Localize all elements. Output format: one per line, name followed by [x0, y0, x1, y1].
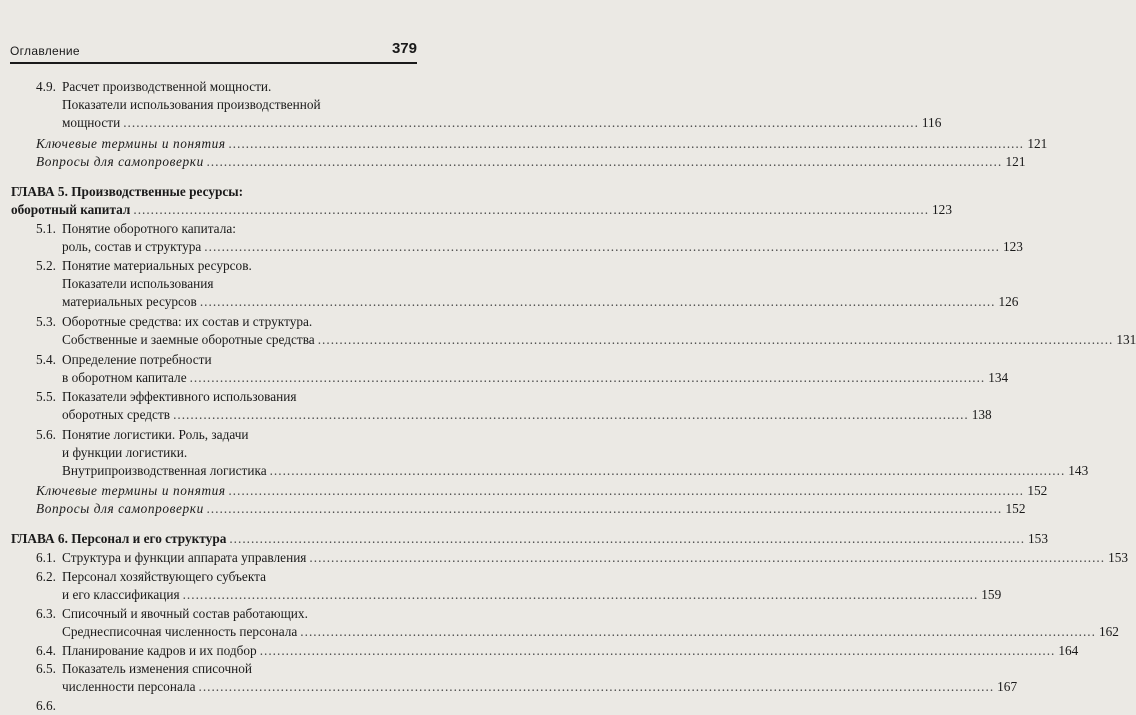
section-number: 6.1.: [36, 550, 56, 565]
chapter-heading-leader: [11, 530, 1048, 548]
header-rule: [10, 62, 417, 64]
leader-dots: [260, 642, 1056, 660]
toc-page-ref: 167: [997, 679, 1018, 694]
toc-entry-leader: [62, 369, 1009, 387]
chapter-heading-leader: [11, 201, 952, 219]
toc-entry-line: Понятие материальных ресурсов.: [62, 258, 252, 273]
toc-entry-title: Ключевые термины и понятия: [36, 483, 226, 498]
toc-page-ref: 152: [1005, 501, 1026, 516]
page-number: 379: [391, 40, 417, 57]
toc-entry-title: Ключевые термины и понятия: [36, 136, 226, 151]
section-number: 6.3.: [36, 606, 56, 621]
toc-entry-line: Персонал хозяйствующего субъекта: [62, 569, 266, 584]
toc-entry-line: Понятие оборотного капитала:: [62, 221, 236, 236]
running-header: [10, 42, 417, 64]
toc-entry-line: Расчет производственной мощности.: [62, 79, 272, 94]
toc-page-ref: 143: [1068, 463, 1089, 478]
toc-page-ref: 121: [1005, 154, 1026, 169]
toc-entry-line: Планирование кадров и их подбор: [62, 643, 257, 658]
toc-entry-line: оборотных средств: [62, 407, 171, 422]
toc-page-ref: 159: [981, 587, 1002, 602]
toc-entry-line: Списочный и явочный состав работающих.: [62, 606, 308, 621]
toc-page-ref: 162: [1098, 624, 1119, 639]
toc-entry-leader: [62, 678, 1018, 696]
leader-dots: [229, 530, 1025, 548]
toc-entry-leader: [62, 114, 942, 132]
toc-page-ref: 121: [1027, 136, 1048, 151]
leader-dots: [199, 678, 995, 696]
toc-entry-questions: [36, 500, 1026, 518]
leader-dots: [300, 623, 1096, 641]
toc-entry-line: и его классификация: [62, 587, 180, 602]
leader-dots: [229, 135, 1025, 153]
toc-entry-line: численности персонала: [62, 679, 196, 694]
toc-entry-leader: [62, 623, 1119, 641]
leader-dots: [207, 500, 1003, 518]
toc-page-ref: 134: [988, 370, 1009, 385]
section-number: 5.1.: [36, 221, 56, 236]
section-number: 6.5.: [36, 661, 56, 676]
toc-page-ref: 116: [921, 115, 942, 130]
leader-dots: [229, 482, 1025, 500]
leader-dots: [190, 369, 986, 387]
leader-dots: [200, 293, 996, 311]
leader-dots: [204, 238, 1000, 256]
section-number: 6.4.: [36, 643, 56, 658]
section-number: 6.2.: [36, 569, 56, 584]
toc-entry-questions: [36, 153, 1026, 171]
section-number: 6.6.: [36, 698, 56, 713]
leader-dots: [133, 201, 929, 219]
toc-entry-line: Оборотные средства: их состав и структура.: [62, 314, 313, 329]
section-number: 5.2.: [36, 258, 56, 273]
toc-entry-title: Вопросы для самопроверки: [36, 501, 204, 516]
toc-entry-leader: [62, 642, 1079, 660]
toc-entry-line: мощности: [62, 115, 121, 130]
toc-entry-leader: [62, 586, 1002, 604]
toc-page-ref: 126: [998, 294, 1019, 309]
leader-dots: [173, 406, 969, 424]
toc-page-ref: 123: [1002, 239, 1023, 254]
toc-entry-leader: [62, 462, 1089, 480]
toc-entry-line: Показатель изменения списочной: [62, 661, 253, 676]
toc-entry-line: Собственные и заемные оборотные средства: [62, 332, 315, 347]
toc-entry-keyterms: [36, 135, 1048, 153]
toc-entry-leader: [62, 238, 1023, 256]
section-number: 5.6.: [36, 427, 56, 442]
section-number: 5.5.: [36, 389, 56, 404]
chapter-heading: ГЛАВА 5. Производственные ресурсы:: [11, 184, 244, 199]
toc-entry-line: в оборотном капитале: [62, 370, 187, 385]
toc-entry-leader: [62, 331, 1136, 349]
toc-page-ref: 123: [932, 202, 952, 217]
toc-entry-leader: [62, 293, 1019, 311]
toc-entry-leader: [62, 549, 1129, 567]
toc-entry-title: Вопросы для самопроверки: [36, 154, 204, 169]
leader-dots: [309, 549, 1105, 567]
leader-dots: [207, 153, 1003, 171]
leader-dots: [123, 114, 919, 132]
section-number: 4.9.: [36, 79, 56, 94]
running-header-title: Оглавление: [10, 44, 80, 58]
toc-page-ref: 131: [1116, 332, 1136, 347]
toc-entry-line: Показатели использования производственной: [62, 97, 321, 112]
leader-dots: [183, 586, 979, 604]
chapter-heading: ГЛАВА 6. Персонал и его структура: [11, 531, 227, 546]
toc-entry-keyterms: [36, 482, 1048, 500]
leader-dots: [270, 462, 1066, 480]
toc-page-ref: 164: [1058, 643, 1079, 658]
toc-page-ref: 138: [971, 407, 992, 422]
toc-page-ref: 153: [1028, 531, 1048, 546]
toc-entry-line: Определение потребности: [62, 352, 212, 367]
toc-entry-line: Среднесписочная численность персонала: [62, 624, 298, 639]
toc-page-ref: 152: [1027, 483, 1048, 498]
toc-entry-line: Показатели использования: [62, 276, 214, 291]
chapter-heading-line: оборотный капитал: [11, 202, 131, 217]
leader-dots: [318, 331, 1114, 349]
toc-entry-line: материальных ресурсов: [62, 294, 197, 309]
toc-entry-line: Понятие логистики. Роль, задачи: [62, 427, 249, 442]
toc-entry-line: и функции логистики.: [62, 445, 188, 460]
section-number: 5.4.: [36, 352, 56, 367]
toc-entry-line: роль, состав и структура: [62, 239, 202, 254]
toc-entry-line: Внутрипроизводственная логистика: [62, 463, 267, 478]
toc-entry-line: Показатели эффективного использования: [62, 389, 297, 404]
toc-entry-leader: [62, 406, 992, 424]
toc-entry-line: Структура и функции аппарата управления: [62, 550, 307, 565]
section-number: 5.3.: [36, 314, 56, 329]
toc-page-ref: 153: [1108, 550, 1129, 565]
